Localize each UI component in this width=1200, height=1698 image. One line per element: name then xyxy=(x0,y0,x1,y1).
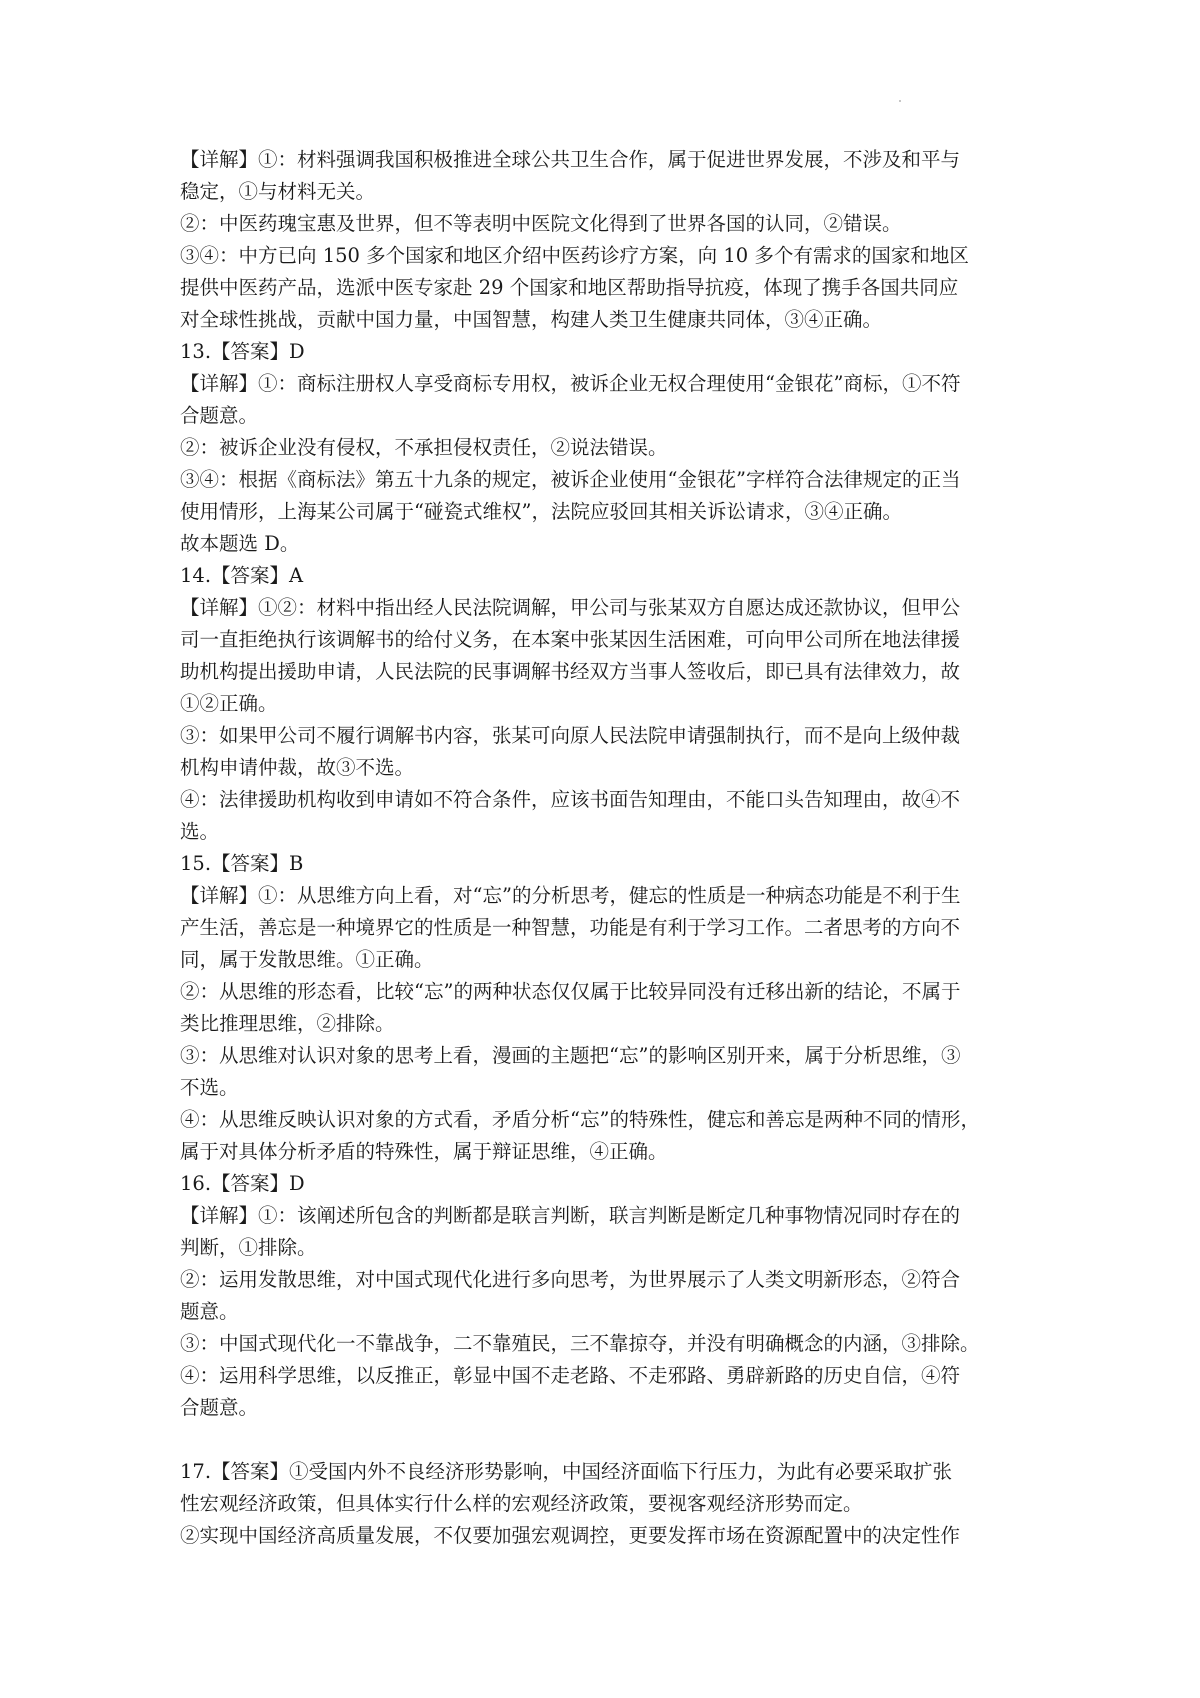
text-line: 【详解】①：该阐述所包含的判断都是联言判断，联言判断是断定几种事物情况同时存在的 xyxy=(180,1204,961,1227)
text-line: ③：中国式现代化一不靠战争，二不靠殖民，三不靠掠夺，并没有明确概念的内涵，③排除。 xyxy=(180,1332,980,1355)
text-line: 13.【答案】D xyxy=(180,340,305,363)
text-line xyxy=(180,1424,1026,1456)
text-line: 提供中医药产品，选派中医专家赴 29 个国家和地区帮助指导抗疫，体现了携手各国共同应 xyxy=(180,276,959,299)
text-line: 【详解】①：从思维方向上看，对“忘”的分析思考，健忘的性质是一种病态功能是不利于生 xyxy=(180,884,961,907)
text-line: 16.【答案】D xyxy=(180,1172,305,1195)
text-line: ②：运用发散思维，对中国式现代化进行多向思考，为世界展示了人类文明新形态，②符合 xyxy=(180,1268,961,1291)
text-line: 15.【答案】B xyxy=(180,852,304,875)
text-line: 选。 xyxy=(180,820,220,843)
text-line: 属于对具体分析矛盾的特殊性，属于辩证思维，④正确。 xyxy=(180,1140,668,1163)
text-line: ④：法律援助机构收到申请如不符合条件，应该书面告知理由，不能口头告知理由，故④不 xyxy=(180,788,961,811)
text-line: ④：运用科学思维，以反推正，彰显中国不走老路、不走邪路、勇辟新路的历史自信，④符 xyxy=(180,1364,961,1387)
text-line: 对全球性挑战，贡献中国力量，中国智慧，构建人类卫生健康共同体，③④正确。 xyxy=(180,308,883,331)
text-line: 司一直拒绝执行该调解书的给付义务，在本案中张某因生活困难，可向甲公司所在地法律援 xyxy=(180,628,961,651)
text-line: 故本题选 D。 xyxy=(180,532,300,555)
text-line: 题意。 xyxy=(180,1300,239,1323)
text-line: ③：如果甲公司不履行调解书内容，张某可向原人民法院申请强制执行，而不是向上级仲裁 xyxy=(180,724,961,747)
text-line: 性宏观经济政策，但具体实行什么样的宏观经济政策，要视客观经济形势而定。 xyxy=(180,1492,863,1515)
text-line: 17.【答案】①受国内外不良经济形势影响，中国经济面临下行压力，为此有必要采取扩张 xyxy=(180,1460,953,1483)
text-line: 不选。 xyxy=(180,1076,239,1099)
text-line: ②：中医药瑰宝惠及世界，但不等表明中医院文化得到了世界各国的认同，②错误。 xyxy=(180,212,902,235)
text-line: 【详解】①：材料强调我国积极推进全球公共卫生合作，属于促进世界发展，不涉及和平与 xyxy=(180,148,961,171)
scan-speck xyxy=(899,100,901,102)
text-line: 合题意。 xyxy=(180,404,259,427)
text-line: 稳定，①与材料无关。 xyxy=(180,180,376,203)
text-line: 判断，①排除。 xyxy=(180,1236,317,1259)
text-line: 【详解】①：商标注册权人享受商标专用权，被诉企业无权合理使用“金银花”商标，①不符 xyxy=(180,372,961,395)
answer-explanation-text xyxy=(180,144,1026,1552)
text-line: 使用情形，上海某公司属于“碰瓷式维权”，法院应驳回其相关诉讼请求，③④正确。 xyxy=(180,500,902,523)
text-line: 合题意。 xyxy=(180,1396,259,1419)
text-line: ①②正确。 xyxy=(180,692,278,715)
text-line: 助机构提出援助申请，人民法院的民事调解书经双方当事人签收后，即已具有法律效力，故 xyxy=(180,660,961,683)
text-line: ②实现中国经济高质量发展，不仅要加强宏观调控，更要发挥市场在资源配置中的决定性作 xyxy=(180,1524,961,1547)
text-line: 同，属于发散思维。①正确。 xyxy=(180,948,434,971)
text-line: ③：从思维对认识对象的思考上看，漫画的主题把“忘”的影响区别开来，属于分析思维，③ xyxy=(180,1044,961,1067)
text-line: 产生活，善忘是一种境界它的性质是一种智慧，功能是有利于学习工作。二者思考的方向不 xyxy=(180,916,961,939)
text-line: 14.【答案】A xyxy=(180,564,304,587)
text-line: ②：被诉企业没有侵权，不承担侵权责任，②说法错误。 xyxy=(180,436,668,459)
text-line: 机构申请仲裁，故③不选。 xyxy=(180,756,415,779)
text-line: 【详解】①②：材料中指出经人民法院调解，甲公司与张某双方自愿达成还款协议，但甲公 xyxy=(180,596,961,619)
text-line: ②：从思维的形态看，比较“忘”的两种状态仅仅属于比较异同没有迁移出新的结论，不属于 xyxy=(180,980,961,1003)
text-line: ③④：根据《商标法》第五十九条的规定，被诉企业使用“金银花”字样符合法律规定的正当 xyxy=(180,468,961,491)
text-line: ④：从思维反映认识对象的方式看，矛盾分析“忘”的特殊性，健忘和善忘是两种不同的情形， xyxy=(180,1108,980,1131)
text-line: 类比推理思维，②排除。 xyxy=(180,1012,395,1035)
text-line: ③④：中方已向 150 多个国家和地区介绍中医药诊疗方案，向 10 多个有需求的国家和地区 xyxy=(180,244,969,267)
